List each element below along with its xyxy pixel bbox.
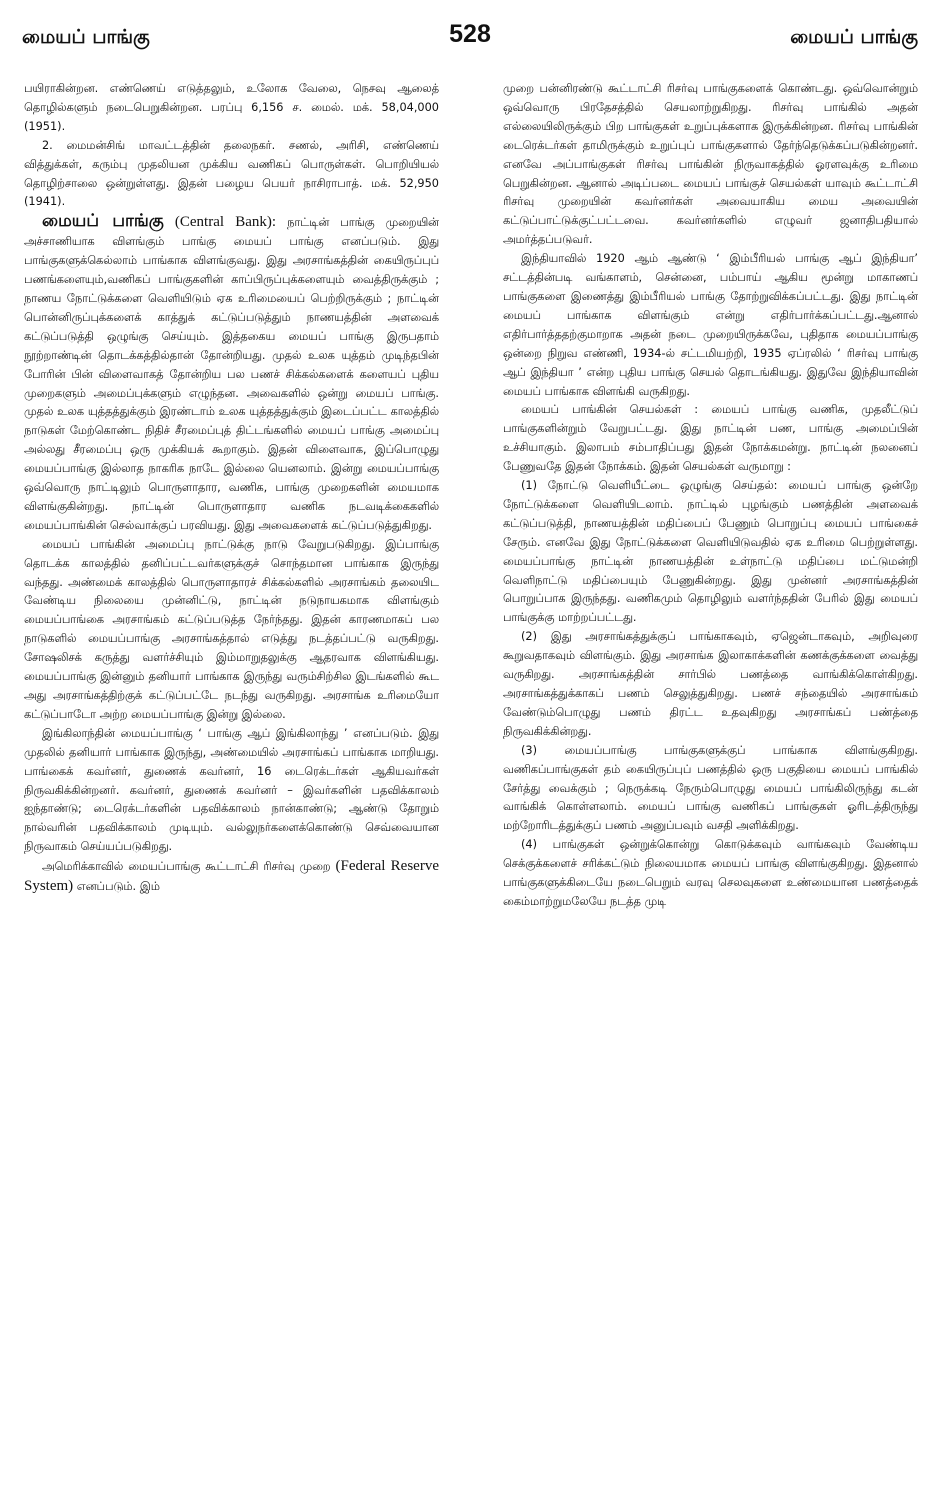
running-head-right: மையப் பாங்கு [790, 26, 918, 48]
paragraph-text: அமெரிக்காவில் மையப்பாங்கு கூட்டாட்சி ரிசர்வு முறை [42, 860, 331, 874]
page-number: 528 [449, 20, 491, 48]
entry-paragraph [24, 212, 439, 535]
paragraph: இந்தியாவில் 1920 ஆம் ஆண்டு ‘ இம்பீரியல் பாங்கு ஆப் இந்தியா’ சட்டத்தின்படி வங்காளம், சென்னை, பம்பாய் ஆகிய மூன்று மாகாணப் பாங்குகளை இணைத்து இம்பீரியல் பாங்கு தோற்றுவிக்கப்பட்டது. இது நாட்டின் மையப் பாங்காக விளங்கும் என்று எதிர்பார்க்கப்பட்டது.ஆனால் எதிர்பார்த்ததற்குமாறாக அதன் நடை முறையிருக்கவே, புதிதாக மையப்பாங்கு ஒன்றை நிறுவ எண்ணி, 1934-ல் சட்டமியற்றி, 1935 ஏப்ரலில் ‘ ரிசர்வு பாங்கு ஆப் இந்தியா ’ என்ற புதிய பாங்கு செயல் தொடங்கியது. இதுவே இந்தியாவின் மையப் பாங்காக விளங்கி வருகிறது. [503, 252, 918, 398]
left-column [24, 80, 439, 1485]
entry-text: நாட்டின் பாங்கு முறையின் அச்சாணியாக விளங்கும் பாங்கு மையப் பாங்கு எனப்படும். இது பாங்குகளுக்கெல்லாம் பாங்காக விளங்குவது. இது அரசாங்கத்தின் கையிருப்புப் பணங்களையும்,வணிகப் பாங்குகளின் காப்பிருப்புக்களையும் வைத்திருக்கும் ; நாணய நோட்டுக்களை வெளியிடும் ஏக உரிமையைப் பெற்றிருக்கும் ; நாட்டின் பொன்னிருப்புக்களைக் காத்துக் கட்டுப்படுத்தும் நாணயத்தின் அளவைக் கட்டுப்படுத்தி ஒழுங்கு செய்யும். இத்தகைய மையப் பாங்கு இருபதாம் நூற்றாண்டின் தொடக்கத்தில்தான் தோன்றியது. முதல் உலக யுத்தம் முடிந்தபின் போரின் பின் விளைவாகத் தோன்றிய பல பணச் சிக்கல்களைக் களையப் புதிய முறைகளும் அமைப்புக்களும் எழுந்தன. அவைகளில் ஒன்று மையப் பாங்கு. முதல் உலக யுத்தத்துக்கும் இரண்டாம் உலக யுத்தத்துக்கும் இடைப்பட்ட காலத்தில் நாடுகள் மேற்கொண்ட நிதிச் சீரமைப்புத் திட்டங்களில் மையப் பாங்கு அமைப்பு அல்லது சீரமைப்பு ஒரு முக்கியக் கூறாகும். இதன் விளைவாக, இப்பொழுது மையப்பாங்கு இல்லாத நாகரிக நாடே இல்லை யெனலாம். இன்று மையப்பாங்கு ஒவ்வொரு நாட்டிலும் பொருளாதார, வணிக, பாங்கு முறைகளின் மையமாக விளங்குகின்றது. நாட்டின் பொருளாதார வணிக நடவடிக்கைகளில் மையப்பாங்கின் செல்வாக்குப் பரவியது. இது அவைகளைக் கட்டுப்படுத்துகிறது. [24, 216, 439, 532]
paragraph: முறை பன்னிரண்டு கூட்டாட்சி ரிசர்வு பாங்குகளைக் கொண்டது. ஒவ்வொன்றும் ஒவ்வொரு பிரதேசத்தில் செயலாற்றுகிறது. ரிசர்வு பாங்கில் அதன் எல்லையிலிருக்கும் பிற பாங்குகள் உறுப்புக்களாக இருக்கின்றன. ரிசர்வு பாங்கின் டைரெக்டர்கள் தாமிருக்கும் உறுப்புப் பாங்குகளால் தேர்ந்தெடுக்கப்படுகின்றனர். எனவே அப்பாங்குகள் ரிசர்வு பாங்கின் நிருவாகத்தில் ஓரளவுக்கு உரிமை பெறுகின்றன. ஆனால் அடிப்படை மையப் பாங்குச் செயல்கள் யாவும் கூட்டாட்சி ரிசர்வு முறையின் கவர்னர்கள் அவையாகிய மைய அவையின் கட்டுப்பாட்டுக்குட்பட்டவை. கவர்னர்களில் எழுவர் ஜனாதிபதியால் அமர்த்தப்படுவர். [503, 82, 918, 247]
latin-term: (Federal Reserve System) [24, 858, 439, 895]
paragraph: (4) பாங்குகள் ஒன்றுக்கொன்று கொடுக்கவும் வாங்கவும் வேண்டிய செக்குக்களைச் சரிக்கட்டும் நிலையமாக மையப் பாங்கு விளங்குகிறது. இதனால் பாங்குகளுக்கிடையே நடைபெறும் வரவு செலவுகளை உண்மையான பணத்தைக் கைம்மாற்றுமலேயே நடத்த முடி [503, 838, 918, 908]
paragraph: 2. மைமன்சிங் மாவட்டத்தின் தலைநகர். சணல், அரிசி, எண்ணெய் வித்துக்கள், கரும்பு முதலியன முக்கிய வணிகப் பொருள்கள். பொறியியல் தொழிற்சாலை ஒன்றுள்ளது. இதன் பழைய பெயர் நாசிராபாத். மக். 52,950 (1941). [24, 138, 439, 209]
paragraph: (1) நோட்டு வெளியீட்டை ஒழுங்கு செய்தல்: மையப் பாங்கு ஒன்றே நோட்டுக்களை வெளியிடலாம். நாட்டில் புழங்கும் பணத்தின் அளவைக் கட்டுப்படுத்தி, நாணயத்தின் மதிப்பைப் பேணும் பொறுப்பு மையப் பாங்கைச் சேரும். எனவே இது நோட்டுக்களை வெளியிடுவதில் ஏக உரிமை பெற்றுள்ளது. மையப்பாங்கு நாட்டின் நாணயத்தின் உள்நாட்டு மதிப்பை மட்டுமன்றி வெளிநாட்டு மதிப்பையும் பேணுகின்றது. இது முன்னர் அரசாங்கத்தின் பொறுப்பாக இருந்தது. வணிகமும் தொழிலும் வளர்ந்ததின் பேரில் இது மையப் பாங்குக்கு மாற்றப்பட்டது. [503, 479, 918, 625]
page-header [22, 20, 918, 60]
running-head-left: மையப் பாங்கு [22, 26, 150, 48]
paragraph: இங்கிலாந்தின் மையப்பாங்கு ‘ பாங்கு ஆப் இங்கிலாந்து ’ எனப்படும். இது முதலில் தனியார் பாங்காக இருந்து, அண்மையில் அரசாங்கப் பாங்காக மாறியது. பாங்கைக் கவர்னர், துணைக் கவர்னர், 16 டைரெக்டர்கள் ஆகியவர்கள் நிருவகிக்கின்றனர். கவர்னர், துணைக் கவர்னர் – இவர்களின் பதவிக்காலம் ஐந்தாண்டு; டைரெக்டர்களின் பதவிக்காலம் நான்காண்டு; ஆண்டு தோறும் நால்வரின் பதவிக்காலம் முடியும். வல்லுநர்களைக்கொண்டு செவ்வையான நிருவாகம் செய்யப்படுகிறது. [24, 726, 439, 854]
entry-heading-latin: (Central Bank): [174, 214, 277, 231]
paragraph: பயிராகின்றன. எண்ணெய் எடுத்தலும், உலோக வேலை, நெசவு ஆலைத் தொழில்களும் நடைபெறுகின்றன. பரப்பு 6,156 ச. மைல். மக். 58,04,000 (1951). [24, 82, 439, 133]
right-column [503, 80, 918, 1485]
paragraph: மையப் பாங்கின் செயல்கள் : மையப் பாங்கு வணிக, முதலீட்டுப் பாங்குகளின்றும் வேறுபட்டது. இது நாட்டின் பண, பாங்கு அமைப்பின் உச்சியாகும். இலாபம் சம்பாதிப்பது இதன் நோக்கமன்று. நாட்டின் நலனைப் பேணுவதே இதன் நோக்கம். இதன் செயல்கள் வருமாறு : [503, 403, 918, 474]
entry-heading: மையப் பாங்கு [42, 211, 164, 232]
paragraph [24, 857, 439, 897]
paragraph: மையப் பாங்கின் அமைப்பு நாட்டுக்கு நாடு வேறுபடுகிறது. இப்பாங்கு தொடக்க காலத்தில் தனிப்பட்டவர்களுக்குச் சொந்தமான பாங்காக இருந்து வந்தது. அண்மைக் காலத்தில் பொருளாதாரச் சிக்கல்களில் அரசாங்கம் தலையிட வேண்டிய நிலையை முன்னிட்டு, நாட்டின் நடுநாயகமாக விளங்கும் மையப்பாங்கை அரசாங்கம் கட்டுப்படுத்த நேர்ந்தது. இதன் காரணமாகப் பல நாடுகளில் மையப்பாங்கு அரசாங்கத்தால் எடுத்து நடத்தப்பட்டு வருகிறது. சோஷலிசக் கருத்து வளர்ச்சியும் இம்மாறுதலுக்கு ஆதரவாக விளங்கியது. மையப்பாங்கு இன்னும் தனியார் பாங்காக இருந்து வரும்சிற்சில இடங்களில் கூட அது அரசாங்கத்திற்குக் கட்டுப்பட்டே நடந்து வருகிறது. அரசாங்க உரிமையோ கட்டுப்பாடோ அற்ற மையப்பாங்கு இன்று இல்லை. [24, 537, 439, 721]
paragraph-text: எனப்படும். இம் [76, 880, 160, 894]
paragraph: (3) மையப்பாங்கு பாங்குகளுக்குப் பாங்காக விளங்குகிறது. வணிகப்பாங்குகள் தம் கையிருப்புப் பணத்தில் ஒரு பகுதியை மையப் பாங்கில் சேர்த்து வைக்கும் ; நெருக்கடி நேரும்பொழுது மையப் பாங்கிலிருந்து கடன் வாங்கிக் கொள்ளலாம். மையப் பாங்கு வணிகப் பாங்குகள் ஓரிடத்திருந்து மற்றோரிடத்துக்குப் பணம் அனுப்பவும் வசதி அளிக்கிறது. [503, 743, 918, 833]
paragraph: (2) இது அரசாங்கத்துக்குப் பாங்காகவும், ஏஜென்டாகவும், அறிவுரை கூறுவதாகவும் விளங்கும். இது அரசாங்க இலாகாக்களின் கணக்குக்களை வைத்து வருகிறது. அரசாங்கத்தின் சார்பில் பணத்தை வாங்கிக்கொள்கிறது. அரசாங்கத்துக்காகப் பணம் செலுத்துகிறது. பணச் சந்தையில் அரசாங்கம் வேண்டும்பொழுது பணம் திரட்ட உதவுகிறது அரசாங்கப் பண்த்தை நிருவகிக்கின்றது. [503, 630, 918, 738]
